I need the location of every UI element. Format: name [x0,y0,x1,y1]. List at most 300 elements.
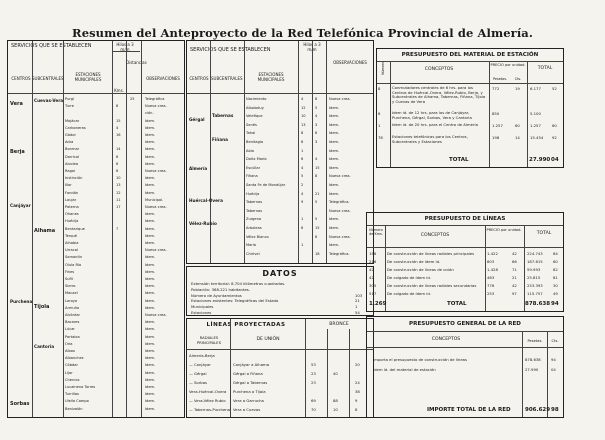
mat-col-precio: PRECIO por unidad. [490,63,526,67]
table-row [8,212,184,218]
mat-precio: 850 [492,111,500,116]
table-row [187,97,373,103]
lp-col-conceptos: CONCEPTOS [420,233,450,238]
station-name: Bonmar [65,147,80,152]
radial-name: Almería-Berja [189,353,215,358]
station-name: Oria [65,341,73,346]
station-name: Zurgena [246,217,262,222]
union-name: Gérgal a Tabernas [233,380,268,385]
bronce-1: 23 [311,380,316,385]
observation: Idem. [145,147,156,152]
table-row [8,140,184,146]
observation: Idem. [145,233,156,238]
gen-col-ptas: Pesetas. [527,339,543,343]
hilos-value: 4 [301,97,304,101]
station-name: Senés [246,122,257,127]
lp-total-ptas: 878.638 [525,301,551,307]
hilos-value: 6 [116,169,119,173]
station-name: Armuña [65,305,80,310]
station-name: Alboloduy [246,105,264,110]
table-row [187,235,373,241]
station-name: Huécija [246,191,260,196]
table-row [8,205,184,211]
services-heading: SERVICIOS QUE SE ESTABLECEN [11,43,92,49]
distance-value: 15 [315,226,320,230]
station-name: Benizalón [65,406,83,411]
union-name: Canjáyar a Alhama [233,362,270,367]
lp-total-cts: 94 [551,301,559,307]
mat-num: 8 [378,86,381,91]
observation: Idem. [145,363,156,368]
observation: Telegráfica. [329,251,350,256]
hilos-value: 1 [301,243,304,248]
observation: Idem. [329,131,340,136]
distance-value: 8 [315,174,318,179]
bronce-1: 69 [311,398,316,403]
table-row [8,270,184,276]
station-name: Líjar [65,370,73,375]
table-row [8,169,184,175]
material-heading: PRESUPUESTO DEL MATERIAL DE ESTACIÓN [401,52,539,58]
gen-cts: 94 [551,357,556,362]
lp-precio: 776 [487,283,495,288]
table-row [8,399,184,405]
table-row [8,284,184,290]
observation: Idem. [329,217,340,222]
document-title: Resumen del Anteproyecto de la Red Telefónica Provincial de Almería. [72,26,533,40]
table-row [8,176,184,182]
table-row [8,191,184,197]
observation: Telegráfica. [329,200,350,205]
center-label: Fiñana [212,137,228,142]
observation: Idem. [145,219,156,224]
hilos-value: 13 [301,122,306,127]
table-row [8,277,184,283]
observation: Idem. [329,165,340,170]
table-row [8,241,184,247]
observation: Idem. [145,341,156,346]
observation: Nueva crea- [329,208,351,213]
datos-value: 21 [355,298,360,304]
datos-value: 1 [355,304,358,310]
center-label: Sorbas [10,401,30,407]
lp-total-cts: 64 [553,251,558,256]
observation: Idem. [145,269,156,274]
table-row [187,192,373,198]
observation: Idem. [329,183,340,187]
table-row [8,392,184,398]
center-label: Purchena [10,299,33,304]
station-name: Olula Río [65,262,82,267]
hilos-value: 4 [301,191,304,196]
datos-box [186,266,377,316]
table-row [8,255,184,261]
table-row [187,157,373,163]
col-est-2: ESTACIONES MUNICIPALES [257,72,285,82]
table-row [8,320,184,326]
lp-concept: De construcción de líneas radiales principales [387,251,475,256]
union-name: Purchena a Tíjola [233,389,266,394]
mat-total-cts: 60 [552,123,557,128]
observation: Idem. [145,140,156,145]
lp-total-cts: 81 [553,275,558,280]
station-name: Vélez Blanco [246,234,269,239]
lp-precio-cts: 21 [512,275,517,280]
lp-total: 25.815 [527,275,541,280]
table-row [8,349,184,355]
col-centros: CENTROS [11,76,31,81]
lp-precio: 1.428 [487,267,498,272]
observation: Idem. [145,176,156,181]
lineas-box [186,318,374,418]
lp-total: 59.993 [527,267,541,272]
station-name: Somontín [65,255,83,260]
mat-precio-cts: 60 [515,123,520,128]
station-name: Abla [246,148,254,153]
union-name: Gérgal a Fiñana [233,371,263,376]
col-dist: Distancias [126,60,147,65]
datos-text: Número de Ayuntamientos [191,292,242,298]
observation: Idem. [145,349,156,353]
gen-cts: 04 [551,367,556,372]
distance-value: 6 [315,234,318,239]
lp-total-cts: 82 [553,267,558,272]
material-total-cts: 04 [551,157,559,163]
hilos-value: 6 [301,226,304,230]
observation: Idem. [329,191,340,196]
mat-col-ptas: Pesetas. [492,77,508,81]
mat-total-cts: 92 [552,135,557,140]
mat-col-cts: Cts. [514,77,522,81]
col-hilos: Hilos a 3 m/m [116,42,134,52]
table-row [8,155,184,161]
center-label: Huércal-Overa [189,198,223,203]
station-name: Adra [65,140,74,145]
station-name: Suflí [65,277,73,281]
union-name: Vera a Garrucha [233,398,264,403]
table-row [8,183,184,189]
observation: Idem. [329,122,340,127]
station-name: Carboneras [65,125,86,130]
station-name: Bentarique [65,226,85,231]
observation: Idem. [145,392,156,397]
lp-km: 216 [369,259,377,264]
station-name: Escúllar [246,165,261,170]
center-label: Cantoria [34,344,55,349]
observation: Idem. [145,212,156,217]
table-row [8,234,184,240]
observation: Idem. [145,284,156,289]
mat-concept: Idem id. de 12 hrs. para los de Canjáyar, Purchena, Gérgal, Sorbas, Vera y Cantoria [392,110,472,120]
observation: Idem. [145,334,156,339]
bronce-1: 53 [311,362,316,367]
station-name: Lúcar [65,327,75,332]
gen-concept: Importa el presupuesto de construcción de líneas [373,357,467,362]
distance-value: 25 [130,97,135,101]
station-name: Alcolea [65,161,79,166]
lp-precio-cts: 71 [512,267,517,272]
table-row [187,243,373,249]
hilos-value: 1 [301,148,304,153]
table-row [8,356,184,362]
col-hilos-2: Hilos a 3 m/m [303,42,321,52]
hilos-value: 10 [301,114,306,119]
hilos-value: 8 [116,104,119,109]
hilos-value: 2 [301,183,304,187]
center-label: Berja [10,149,25,155]
radial-name: — Sorbas [189,380,208,385]
mat-col-total: TOTAL [537,66,553,71]
mat-total: 5.100 [530,111,541,116]
datos-text: Población: 368.221 habitantes. [191,286,250,292]
distance-value: 6 [315,131,318,136]
station-name: Paterna [65,205,79,209]
general-heading: PRESUPUESTO GENERAL DE LA RED [409,321,521,327]
station-name: Ohanes [65,212,79,217]
radial-name: — Gérgal [189,371,207,376]
services-table-left [7,40,185,418]
station-name: Alhabia [65,241,79,245]
bronce-1: 23 [311,371,316,376]
datos-text: Extensión territorial: 8.704 kilómetros cuadrados. [191,281,286,286]
lp-precio: 1.422 [487,251,498,256]
observation: Nueva crea- [145,248,167,253]
table-row [8,248,184,254]
observation: Idem. [145,356,156,361]
station-name: Albox [65,349,75,353]
gen-total-label: IMPORTE TOTAL DE LA RED [427,407,511,413]
lp-concept: De construcción de líneas de unión [387,267,454,272]
col-sub: SUBCENTRALES [32,76,64,81]
lp-precio: 803 [487,259,495,264]
datos-value: 103 [355,292,363,298]
observation: Idem. [145,154,156,159]
table-row [8,385,184,391]
table-row [8,104,184,110]
lp-col-total: TOTAL [536,231,552,236]
lp-total-cts: 30 [553,283,558,288]
gen-ptas: 878.638 [525,357,541,362]
col-sub-2: SUBCENTRALES [211,76,243,81]
observation: Idem. [145,226,156,231]
distance-value: 18 [315,251,320,256]
hilos-value: 6 [116,161,119,166]
station-name: Fines [65,269,75,274]
table-row [8,198,184,204]
distance-value: 5 [315,200,318,205]
observation: Idem. [145,320,156,325]
hilos-value: 1 [301,217,304,222]
table-row [8,119,184,125]
col-obs: OBSERVACIONES [146,76,180,81]
lp-total: 187.615 [527,259,543,264]
observation: Idem. [329,140,340,144]
lp-total: 224.743 [527,251,543,256]
lp-km: 42 [369,267,374,272]
observation: Idem. [329,226,340,230]
station-name: Albanchez [65,356,84,361]
lp-precio: 253 [487,291,495,296]
station-name: Laujar [65,197,77,202]
distance-value: 3 [315,140,318,144]
mat-num: 1 [378,123,381,128]
distance-value: 4 [315,157,318,162]
datos-text: Estaciones existentes: Telegráficas del Estado [191,298,279,304]
table-row [8,291,184,297]
gen-concept: Ídem íd. del material de estación [373,367,436,372]
mat-col-conceptos: CONCEPTOS [424,67,454,72]
services-heading-2: SERVICIOS QUE SE ESTABLECEN [190,47,271,53]
observation: Idem. [329,114,340,119]
lp-km: 305 [369,283,377,288]
table-row [187,174,373,180]
table-row [187,123,373,129]
bronce-1: 70 [311,407,316,412]
gen-ptas: 27.990 [525,367,539,372]
lp-precio-cts: 97 [512,291,517,296]
observation: Idem. [145,291,156,296]
union-name: Vera a Cuevas [233,407,261,412]
station-name: Santa Fe de Mondújar [246,183,286,187]
observation: Nueva crea- [329,97,351,101]
col-centros-2: CENTROS [189,76,209,81]
table-row [8,133,184,139]
station-name: Benitagla [246,140,264,144]
observation: Idem. [145,118,156,123]
observation: Idem. [145,183,156,188]
station-name: Arboleas [246,226,262,230]
bronce-3: 8 [355,407,358,412]
observation: ción. [145,111,154,116]
mat-precio-cts: 19 [515,86,520,91]
table-row [8,335,184,341]
lp-km: 156 [369,251,377,256]
mat-concept: Idem id. de 20 hrs. para el Centro de Almería [392,122,478,127]
station-name: Purgí [65,97,75,101]
datos-text: Estaciones [191,310,212,315]
material-box [376,48,564,168]
observation: Idem. [145,161,156,166]
gen-col-cts: Cts. [551,339,559,343]
hilos-value: 12 [301,105,306,110]
bronce-3: 38 [355,389,360,394]
col-obs-2: OBSERVACIONES [333,60,367,65]
observation: Idem. [145,298,156,303]
observation: Idem. [145,305,156,310]
lp-km: 517 [369,291,377,296]
distance-value: 21 [315,191,320,196]
station-name: Terqué [65,233,77,238]
table-row [8,162,184,168]
datos-heading: DATOS [262,269,298,278]
hilos-value: 17 [116,205,121,209]
hilos-value: 13 [116,183,121,188]
station-name: Tabernas [246,208,263,213]
bronce-2: 10 [333,407,338,412]
col-est: ESTACIONES MUNICIPALES [74,72,102,82]
lp-total-cts: 60 [553,259,558,264]
station-name: Ragol [65,169,76,173]
hilos-value: 8 [301,131,304,136]
table-row [187,106,373,112]
lp-precio: 463 [487,275,495,280]
mat-col-num: Número [381,61,385,75]
station-name: Fondón [65,190,79,195]
bronce-2: 88 [333,398,338,403]
observation: Idem. [145,262,156,267]
station-name: Laroya [65,298,78,303]
lp-km: 42 [369,275,374,280]
station-name: Urracal [65,248,78,253]
lp-precio-cts: 42 [512,283,517,288]
observation: Nueva crea- [329,234,351,239]
observation: Idem. [145,406,156,411]
center-label: Gérgal [189,117,205,122]
station-name: Turrillas [65,392,79,397]
distance-value: 15 [315,165,320,170]
table-row [8,378,184,384]
center-label: Tabernas [212,113,234,118]
station-name: Macael [65,291,78,296]
observation: Nueva crea- [145,313,167,317]
station-name: Illar [65,183,72,188]
center-label: Vélez-Rubio [189,221,217,226]
material-total-label: TOTAL [449,157,469,163]
station-name: Chercos [65,377,80,382]
table-row [187,183,373,189]
observation: Idem. [145,385,156,389]
center-label: Vera [10,101,23,107]
observation: Nueva crea- [145,104,167,109]
lineas-heading: LÍNEAS PROYECTADAS [206,322,286,328]
table-row [8,111,184,117]
hilos-value: 16 [116,133,121,137]
table-row [187,252,373,258]
lineas-pres-box [366,212,564,312]
station-name: Fiñana [246,174,258,179]
hilos-value: 15 [116,118,121,123]
radial-name: — Tabernas-Purchena [189,407,231,412]
observation: Idem. [329,148,340,153]
hilos-value: 4 [116,125,119,130]
mat-concept: Estaciones telefónicas para los Centros, Subcentrales y Estaciones [392,134,468,144]
mat-precio-cts: 14 [515,135,520,140]
station-name: María [246,243,256,248]
table-row [8,219,184,225]
observation: Telegráfica [145,97,165,101]
lp-precio-cts: 66 [512,259,517,264]
table-row [8,147,184,153]
station-name: Mojácar [65,118,80,123]
gen-total-cts: 98 [551,407,559,413]
observation: Idem. [329,243,340,248]
lp-col-km: Número de Kms. [369,228,383,236]
observation: Nueva crea- [329,174,351,179]
hilos-value: 7 [116,226,119,231]
lp-concept: De colgado de ídem id. [387,275,431,280]
observation: Idem. [145,241,156,245]
center-label: Tíjola [34,304,50,310]
lp-concept: De construcción de líneas radiales secundarias [387,283,477,288]
table-row [8,126,184,132]
bronce-2: 40 [333,371,338,376]
lp-precio-cts: 42 [512,251,517,256]
table-row [8,313,184,319]
mat-total: 6.177 [530,86,541,91]
table-row [8,327,184,333]
station-name: Instinción [65,176,83,181]
distance-value: 4 [315,114,318,119]
